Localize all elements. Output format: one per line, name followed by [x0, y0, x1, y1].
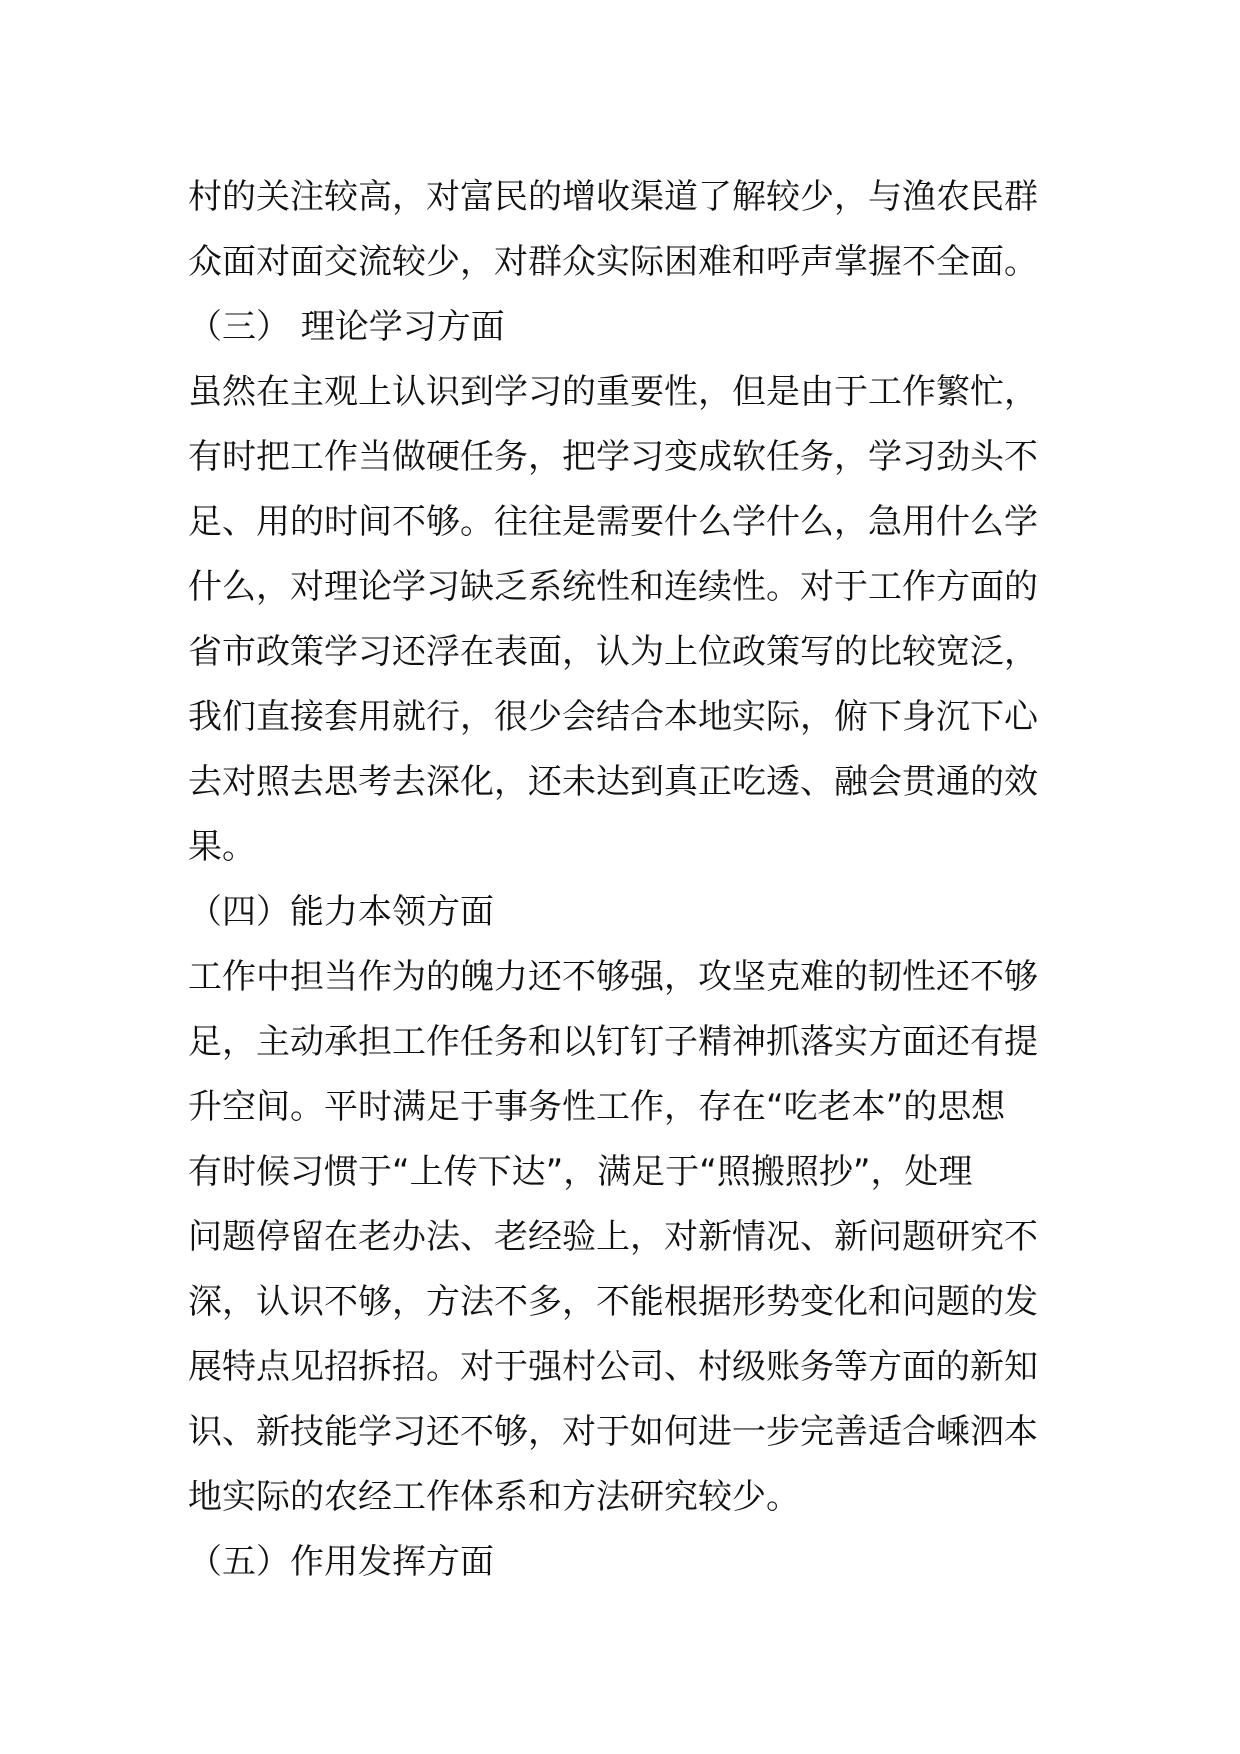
section-heading-ability: （四）能力本领方面 — [188, 892, 494, 932]
body-line: 展特点见招拆招。对于强村公司、村级账务等方面的新知 — [188, 1347, 1038, 1387]
body-line: 果。 — [188, 827, 256, 867]
body-line: 众面对面交流较少，对群众实际困难和呼声掌握不全面。 — [188, 242, 1038, 282]
body-line: 足，主动承担工作任务和以钉钉子精神抓落实方面还有提 — [188, 1022, 1038, 1062]
document-body — [188, 165, 1068, 1595]
body-line: 省市政策学习还浮在表面，认为上位政策写的比较宽泛， — [188, 632, 1038, 672]
body-line: 问题停留在老办法、老经验上，对新情况、新问题研究不 — [188, 1217, 1038, 1257]
body-line: 识、新技能学习还不够，对于如何进一步完善适合嵊泗本 — [188, 1412, 1038, 1452]
body-line: 足、用的时间不够。往往是需要什么学什么，急用什么学 — [188, 502, 1038, 542]
body-line: 有时候习惯于“上传下达”，满足于“照搬照抄”，处理 — [188, 1152, 973, 1192]
body-line: 工作中担当作为的魄力还不够强，攻坚克难的韧性还不够 — [188, 957, 1038, 997]
section-heading-role: （五）作用发挥方面 — [188, 1542, 494, 1582]
body-line: 深，认识不够，方法不多，不能根据形势变化和问题的发 — [188, 1282, 1038, 1322]
body-line: 有时把工作当做硬任务，把学习变成软任务，学习劲头不 — [188, 437, 1038, 477]
body-line: 什么，对理论学习缺乏系统性和连续性。对于工作方面的 — [188, 567, 1038, 607]
body-line: 升空间。平时满足于事务性工作，存在“吃老本”的思想 — [188, 1087, 1006, 1127]
section-heading-theory-study: （三） 理论学习方面 — [188, 307, 505, 347]
body-line: 去对照去思考去深化，还未达到真正吃透、融会贯通的效 — [188, 762, 1038, 802]
body-line: 地实际的农经工作体系和方法研究较少。 — [188, 1477, 800, 1517]
body-line: 虽然在主观上认识到学习的重要性，但是由于工作繁忙， — [188, 372, 1038, 412]
body-line: 村的关注较高，对富民的增收渠道了解较少，与渔农民群 — [188, 177, 1038, 217]
body-line: 我们直接套用就行，很少会结合本地实际，俯下身沉下心 — [188, 697, 1038, 737]
